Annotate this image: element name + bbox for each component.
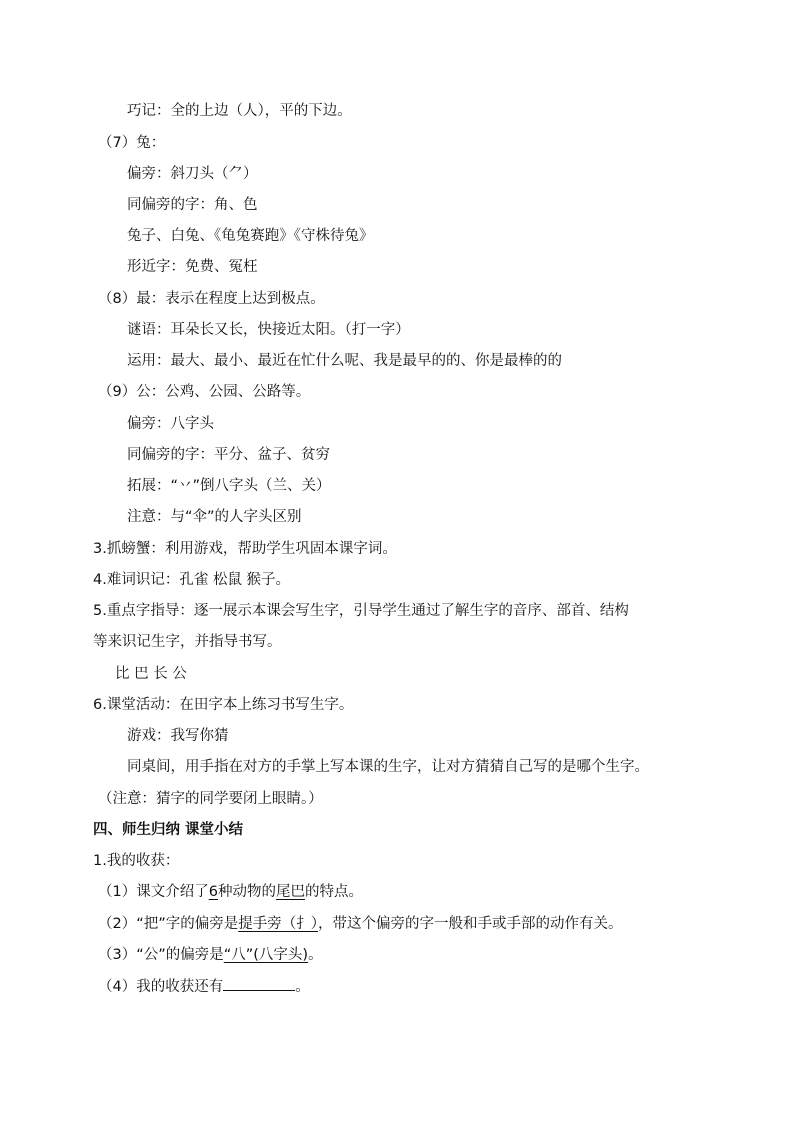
text-line: （7）兔： [98,135,166,151]
item-prefix: （3）“公”的偏旁是 [98,947,224,963]
summary-item-1 [98,882,363,902]
text-line: 兔子、白兔、《龟兔赛跑》《守株待兔》 [127,228,374,244]
text-line: 同桌间，用手指在对方的手掌上写本课的生字，让对方猜猜自己写的是哪个生字。 [127,759,649,775]
text-line: 同偏旁的字：角、色 [127,197,258,213]
text-line: 运用：最大、最小、最近在忙什么呢、我是最早的的、你是最棒的的 [127,353,562,369]
item-middle: 种动物的 [217,884,276,900]
text-line: 4.难词识记：孔雀 松鼠 猴子。 [93,572,291,588]
item-suffix: 。 [295,979,310,995]
text-line: 巧记：全的上边（人），平的下边。 [127,103,352,119]
summary-item-4 [98,976,310,996]
text-line: 注意：与“伞”的人字头区别 [127,509,302,525]
item-suffix: ，带这个偏旁的字一般和手或手部的动作有关。 [318,916,623,932]
summary-item-2 [98,914,623,934]
text-line: 5.重点字指导：逐一展示本课会写生字，引导学生通过了解生字的音序、部首、结构 [93,603,629,619]
answer-text: “八”(八字头) [223,947,309,963]
text-line: 6.课堂活动：在田字本上练习书写生字。 [93,697,354,713]
answer-number: 6 [208,884,218,900]
text-line: 谜语：耳朵长又长，快接近太阳。（打一字） [127,322,410,338]
item-suffix: 的特点。 [304,884,363,900]
item-prefix: （2）“把”字的偏旁是 [98,916,239,932]
answer-text: 尾巴 [275,884,305,900]
text-line: 拓展：“丷”倒八字头（兰、关） [127,478,331,494]
text-line: 形近字：免费、冤枉 [127,259,258,275]
summary-item-3 [98,945,323,965]
item-suffix: 。 [308,947,323,963]
text-line: 偏旁：斜刀头（⺈） [127,166,258,182]
text-line: 3.抓螃蟹：利用游戏，帮助学生巩固本课字词。 [93,541,397,557]
item-prefix: （1）课文介绍了 [98,884,209,900]
section-heading: 四、师生归纳 课堂小结 [93,822,244,838]
answer-text: 提手旁（扌） [238,916,318,932]
text-line: 同偏旁的字：平分、盆子、贫穷 [127,447,330,463]
text-line: （9）公：公鸡、公园、公路等。 [98,384,311,400]
text-line: 比 巴 长 公 [115,666,187,682]
fill-in-blank[interactable] [223,976,295,991]
item-prefix: （4）我的收获还有 [98,979,224,995]
text-line: （8）最：表示在程度上达到极点。 [98,291,325,307]
text-line: 等来识记生字，并指导书写。 [93,634,282,650]
summary-title: 1.我的收获： [93,853,180,869]
text-line: 游戏：我写你猜 [127,728,229,744]
text-line: （注意：猜字的同学要闭上眼睛。） [98,791,323,807]
text-line: 偏旁：八字头 [127,416,214,432]
